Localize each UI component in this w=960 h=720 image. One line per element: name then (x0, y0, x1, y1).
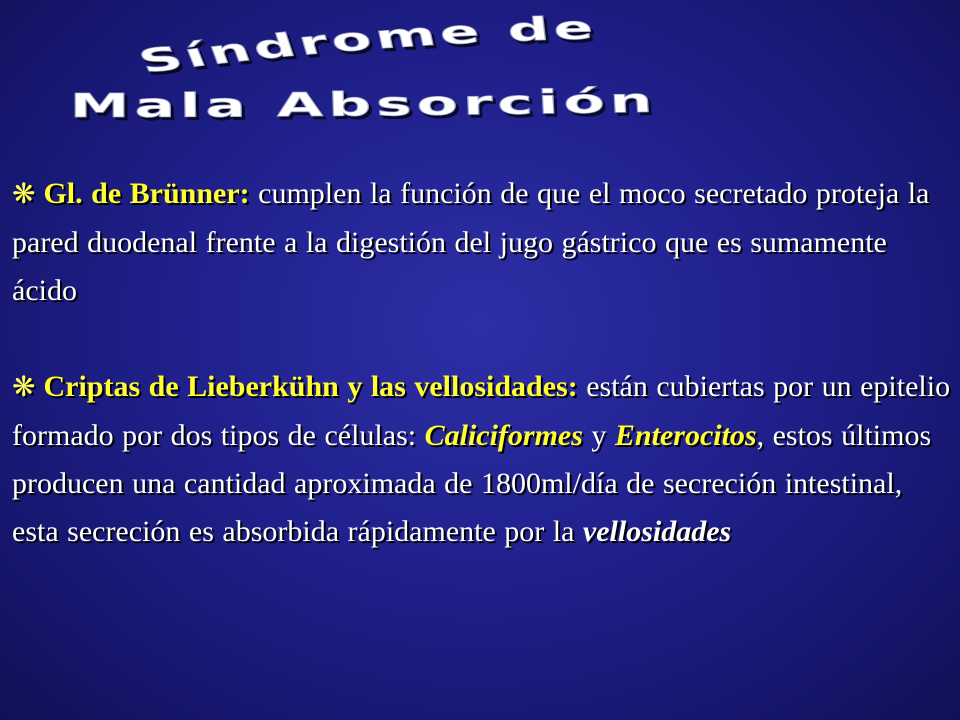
title-line1: Síndrome de (132, 9, 599, 81)
em-vellosidades: vellosidades (582, 515, 732, 548)
term-lieberkuhn: Criptas de Lieberkühn y las vellosidades: (43, 370, 578, 403)
paragraph-brunner (12, 170, 952, 315)
term-brunner: Gl. de Brünner: (43, 177, 250, 210)
snowflake-bullet-icon: ❋ (12, 179, 36, 210)
title-svg (40, 0, 960, 160)
title-group (70, 10, 659, 125)
text-lieberkuhn-2: y (582, 419, 615, 452)
title-line2: Mala Absorción (69, 81, 659, 126)
text-lieberkuhn-1: están cubiertas por un epitelio formado por dos tipos de células: (12, 370, 951, 452)
em-enterocitos: Enterocitos (614, 419, 757, 452)
snowflake-bullet-icon: ❋ (12, 372, 36, 403)
text-brunner: cumplen la función de que el moco secretado proteja la pared duodenal frente a la digestión del jugo gástrico que es sumamente ácido (12, 177, 930, 307)
title-wordart (40, 0, 960, 160)
em-caliciformes: Caliciformes (424, 419, 583, 452)
body-text (12, 170, 952, 556)
paragraph-lieberkuhn (12, 363, 952, 556)
text-lieberkuhn-3: , estos últimos producen una cantidad aproximada de 1800ml/día de secreción intestinal, esta secreción es absorbida rápidamente por la (12, 419, 932, 548)
